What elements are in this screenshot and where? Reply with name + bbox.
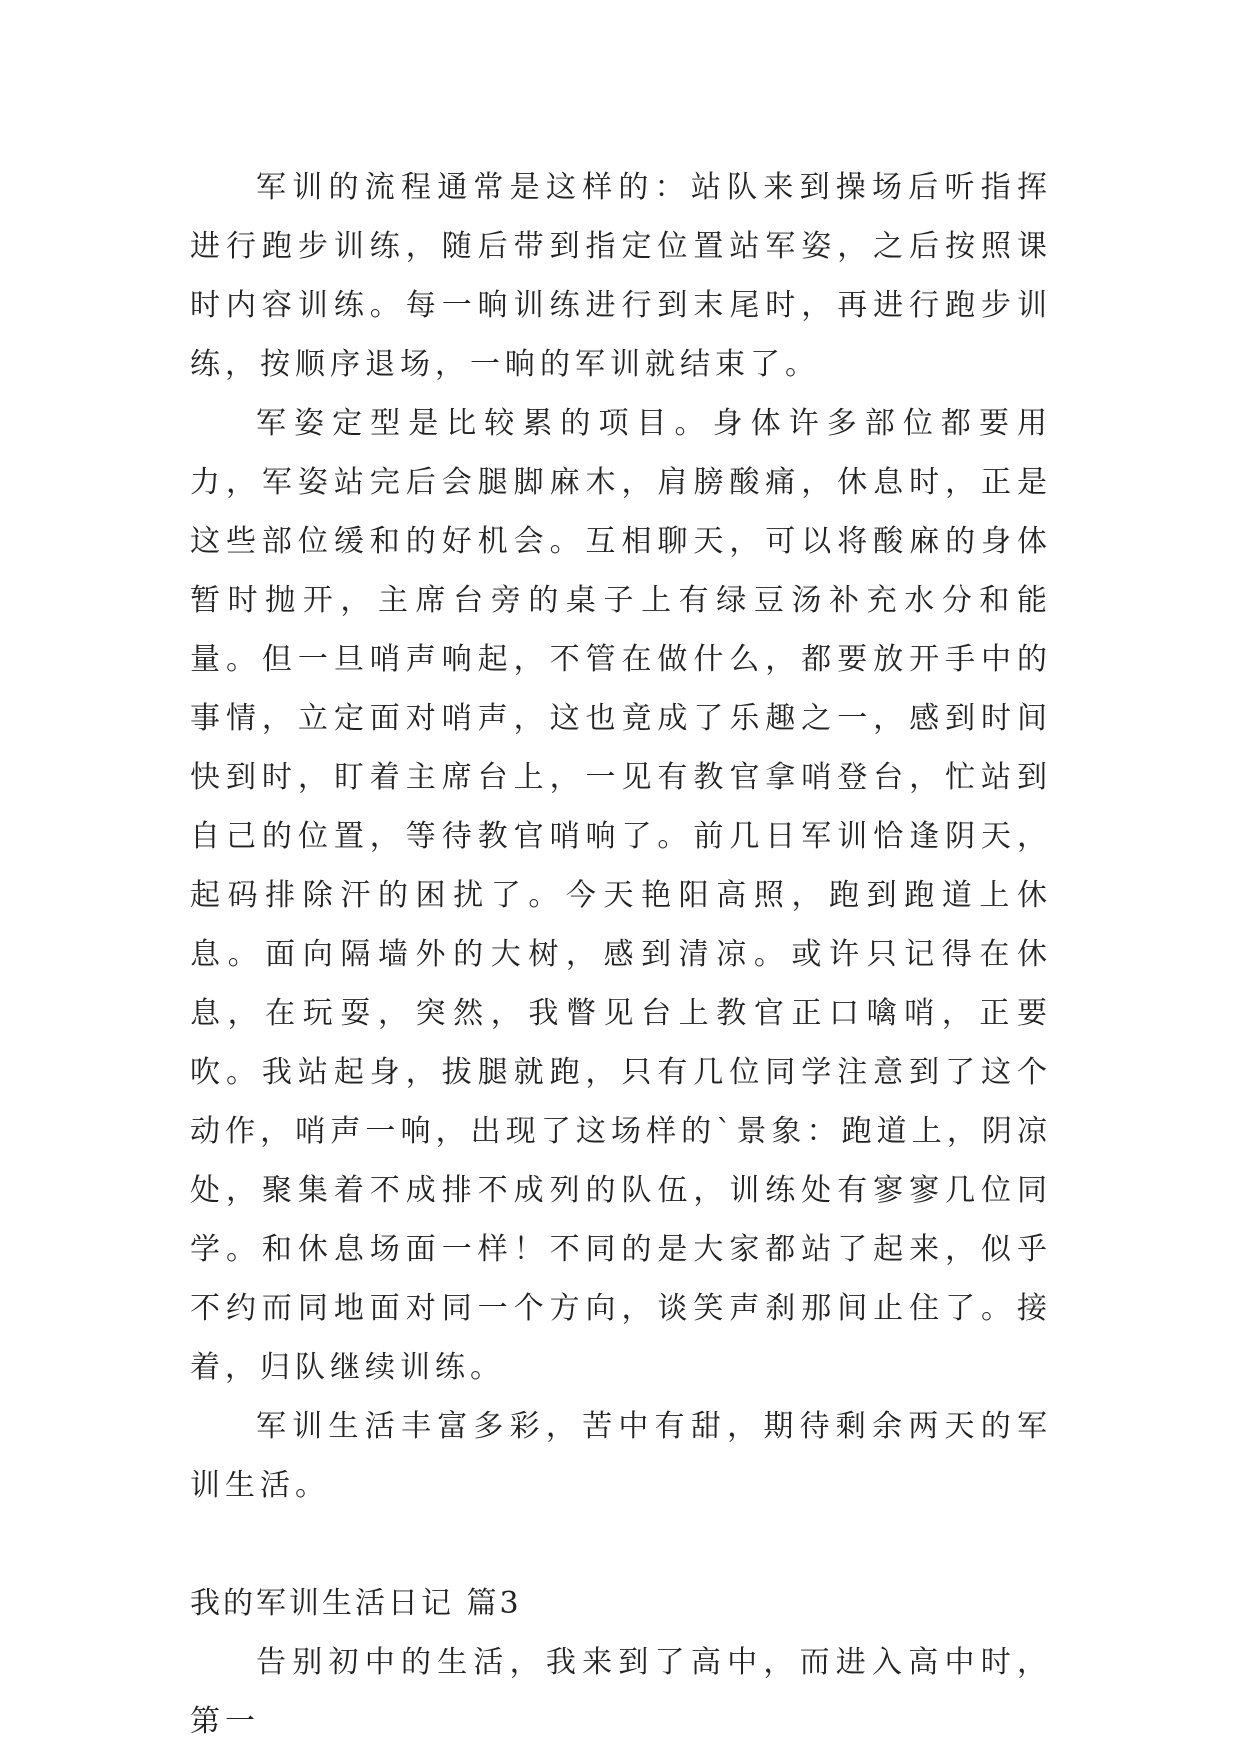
- section-heading: 我的军训生活日记 篇3: [190, 1586, 522, 1621]
- document-body: [190, 158, 1052, 1751]
- paragraph-1: 军训的流程通常是这样的：站队来到操场后听指挥进行跑步训练，随后带到指定位置站军姿，之后按照课时内容训练。每一晌训练进行到末尾时，再进行跑步训练，按顺序退场，一晌的军训就结束了。: [190, 170, 1052, 382]
- paragraph-4: 告别初中的生活，我来到了高中，而进入高中时，第一: [190, 1645, 1052, 1739]
- paragraph-2: 军姿定型是比较累的项目。身体许多部位都要用力，军姿站完后会腿脚麻木，肩膀酸痛，休息时，正是这些部位缓和的好机会。互相聊天，可以将酸麻的身体暂时抛开，主席台旁的桌子上有绿豆汤补充水分和能量。但一旦哨声响起，不管在做什么，都要放开手中的事情，立定面对哨声，这也竟成了乐趣之一，感到时间快到时，盯着主席台上，一见有教官拿哨登台，忙站到自己的位置，等待教官哨响了。前几日军训恰逢阴天，起码排除汗的困扰了。今天艳阳高照，跑到跑道上休息。面向隔墙外的大树，感到清凉。或许只记得在休息，在玩耍，突然，我瞥见台上教官正口噙哨，正要吹。我站起身，拔腿就跑，只有几位同学注意到了这个动作，哨声一响，出现了这场样的`景象：跑道上，阴凉处，聚集着不成排不成列的队伍，训练处有寥寥几位同学。和休息场面一样！不同的是大家都站了起来，似乎不约而同地面对同一个方向，谈笑声刹那间止住了。接着，归队继续训练。: [190, 406, 1052, 1385]
- paragraph-3: 军训生活丰富多彩，苦中有甜，期待剩余两天的军训生活。: [190, 1409, 1052, 1503]
